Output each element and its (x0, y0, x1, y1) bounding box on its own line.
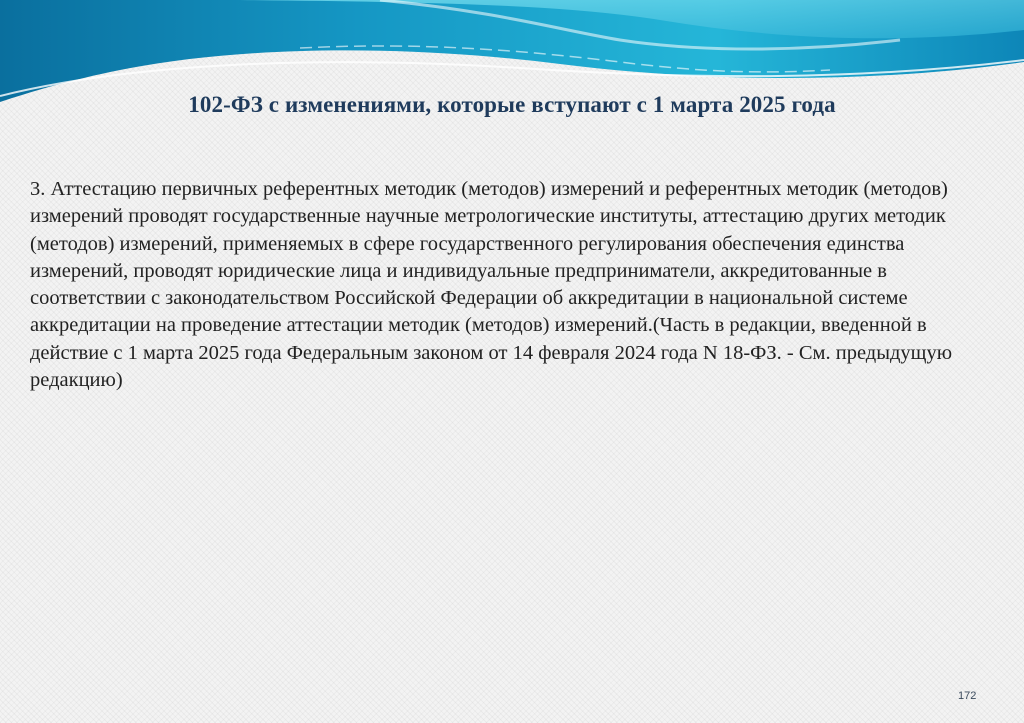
slide-title: 102-ФЗ с изменениями, которые вступают с 1 марта 2025 года (188, 92, 836, 117)
page-number: 172 (958, 690, 977, 702)
slide-body-text: 3. Аттестацию первичных референтных методик (методов) измерений и референтных методик (методов) измерений проводят государственные научные метрологические институты, аттестацию других методик (методов) измерений, применяемых в сфере государственного регулирования обеспечения единства измерений, проводят юридические лица и индивидуальные предприниматели, аккредитованные в соответствии с законодательством Российской Федерации об аккредитации в национальной системе аккредитации на проведение аттестации методик (методов) измерений.(Часть в редакции, введенной в действие с 1 марта 2025 года Федеральным законом от 14 февраля 2024 года N 18-ФЗ. - См. предыдущую редакцию) (30, 178, 953, 392)
